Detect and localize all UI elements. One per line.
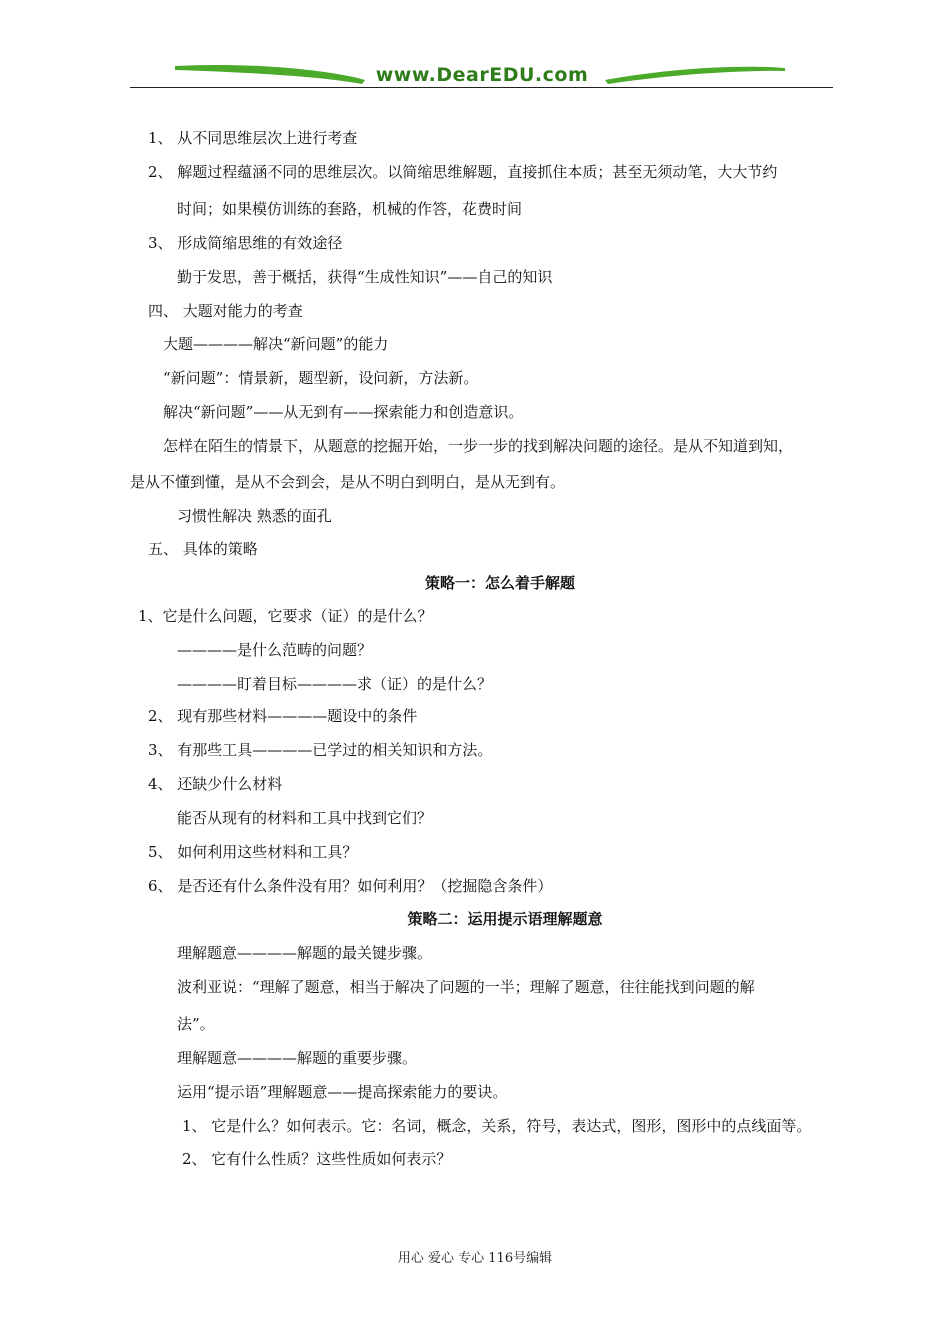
text-line: 是从不懂到懂，是从不会到会，是从不明白到明白，是从无到有。 [130, 473, 566, 491]
text-line: 习惯性解决 熟悉的面孔 [177, 507, 332, 525]
text-line: 波利亚说：“理解了题意，相当于解决了问题的一半；理解了题意，往往能找到问题的解 [177, 978, 755, 996]
header-rule [130, 87, 833, 88]
text-line: 6、 是否还有什么条件没有用？如何利用？（挖掘隐含条件） [148, 877, 553, 895]
text-line: 3、 形成简缩思维的有效途径 [148, 234, 343, 252]
text-line: ————是什么范畴的问题？ [177, 641, 373, 659]
strategy-1-title: 策略一：怎么着手解题 [424, 574, 575, 592]
text-line: 理解题意————解题的最关键步骤。 [177, 944, 433, 962]
site-logo[interactable]: www.DearEDU.com [375, 64, 589, 86]
text-line: 1、它是什么问题，它要求（证）的是什么？ [138, 607, 433, 625]
text-line: 时间；如果模仿训练的套路，机械的作答，花费时间 [177, 200, 523, 218]
section-heading: 四、 大题对能力的考查 [148, 302, 303, 320]
text-line: 运用“提示语”理解题意——提高探索能力的要诀。 [177, 1083, 508, 1101]
text-line: 解决“新问题”——从无到有——探索能力和创造意识。 [163, 403, 524, 421]
text-line: ————盯着目标————求（证）的是什么？ [177, 675, 493, 693]
text-line: 2、 它有什么性质？这些性质如何表示？ [182, 1150, 452, 1168]
text-line: 勤于发思，善于概括，获得“生成性知识”——自己的知识 [177, 268, 553, 286]
text-line: 5、 如何利用这些材料和工具？ [148, 843, 358, 861]
text-line: 怎样在陌生的情景下，从题意的挖掘开始，一步一步的找到解决问题的途径。是从不知道到知， [163, 437, 794, 455]
text-line: 4、 还缺少什么材料 [148, 775, 283, 793]
text-line: 能否从现有的材料和工具中找到它们？ [177, 809, 433, 827]
text-line: 1、 从不同思维层次上进行考查 [148, 129, 358, 147]
text-line: 2、 现有那些材料————题设中的条件 [148, 707, 418, 725]
text-line: 法”。 [177, 1015, 215, 1033]
text-line: 3、 有那些工具————已学过的相关知识和方法。 [148, 741, 493, 759]
text-line: “新问题”：情景新，题型新，设问新，方法新。 [163, 369, 479, 387]
text-line: 2、 解题过程蕴涵不同的思维层次。以简缩思维解题，直接抓住本质；甚至无须动笔，大大节约 [148, 163, 778, 181]
text-line: 理解题意————解题的重要步骤。 [177, 1049, 418, 1067]
text-line: 1、 它是什么？如何表示。它：名词，概念，关系，符号，表达式，图形，图形中的点线面等。 [182, 1117, 812, 1135]
page-footer: 用心 爱心 专心 116号编辑 [397, 1251, 553, 1266]
page-header [130, 60, 833, 90]
section-heading: 五、 具体的策略 [148, 540, 258, 558]
strategy-2-title: 策略二：运用提示语理解题意 [407, 910, 603, 928]
text-line: 大题————解决“新问题”的能力 [163, 335, 389, 353]
